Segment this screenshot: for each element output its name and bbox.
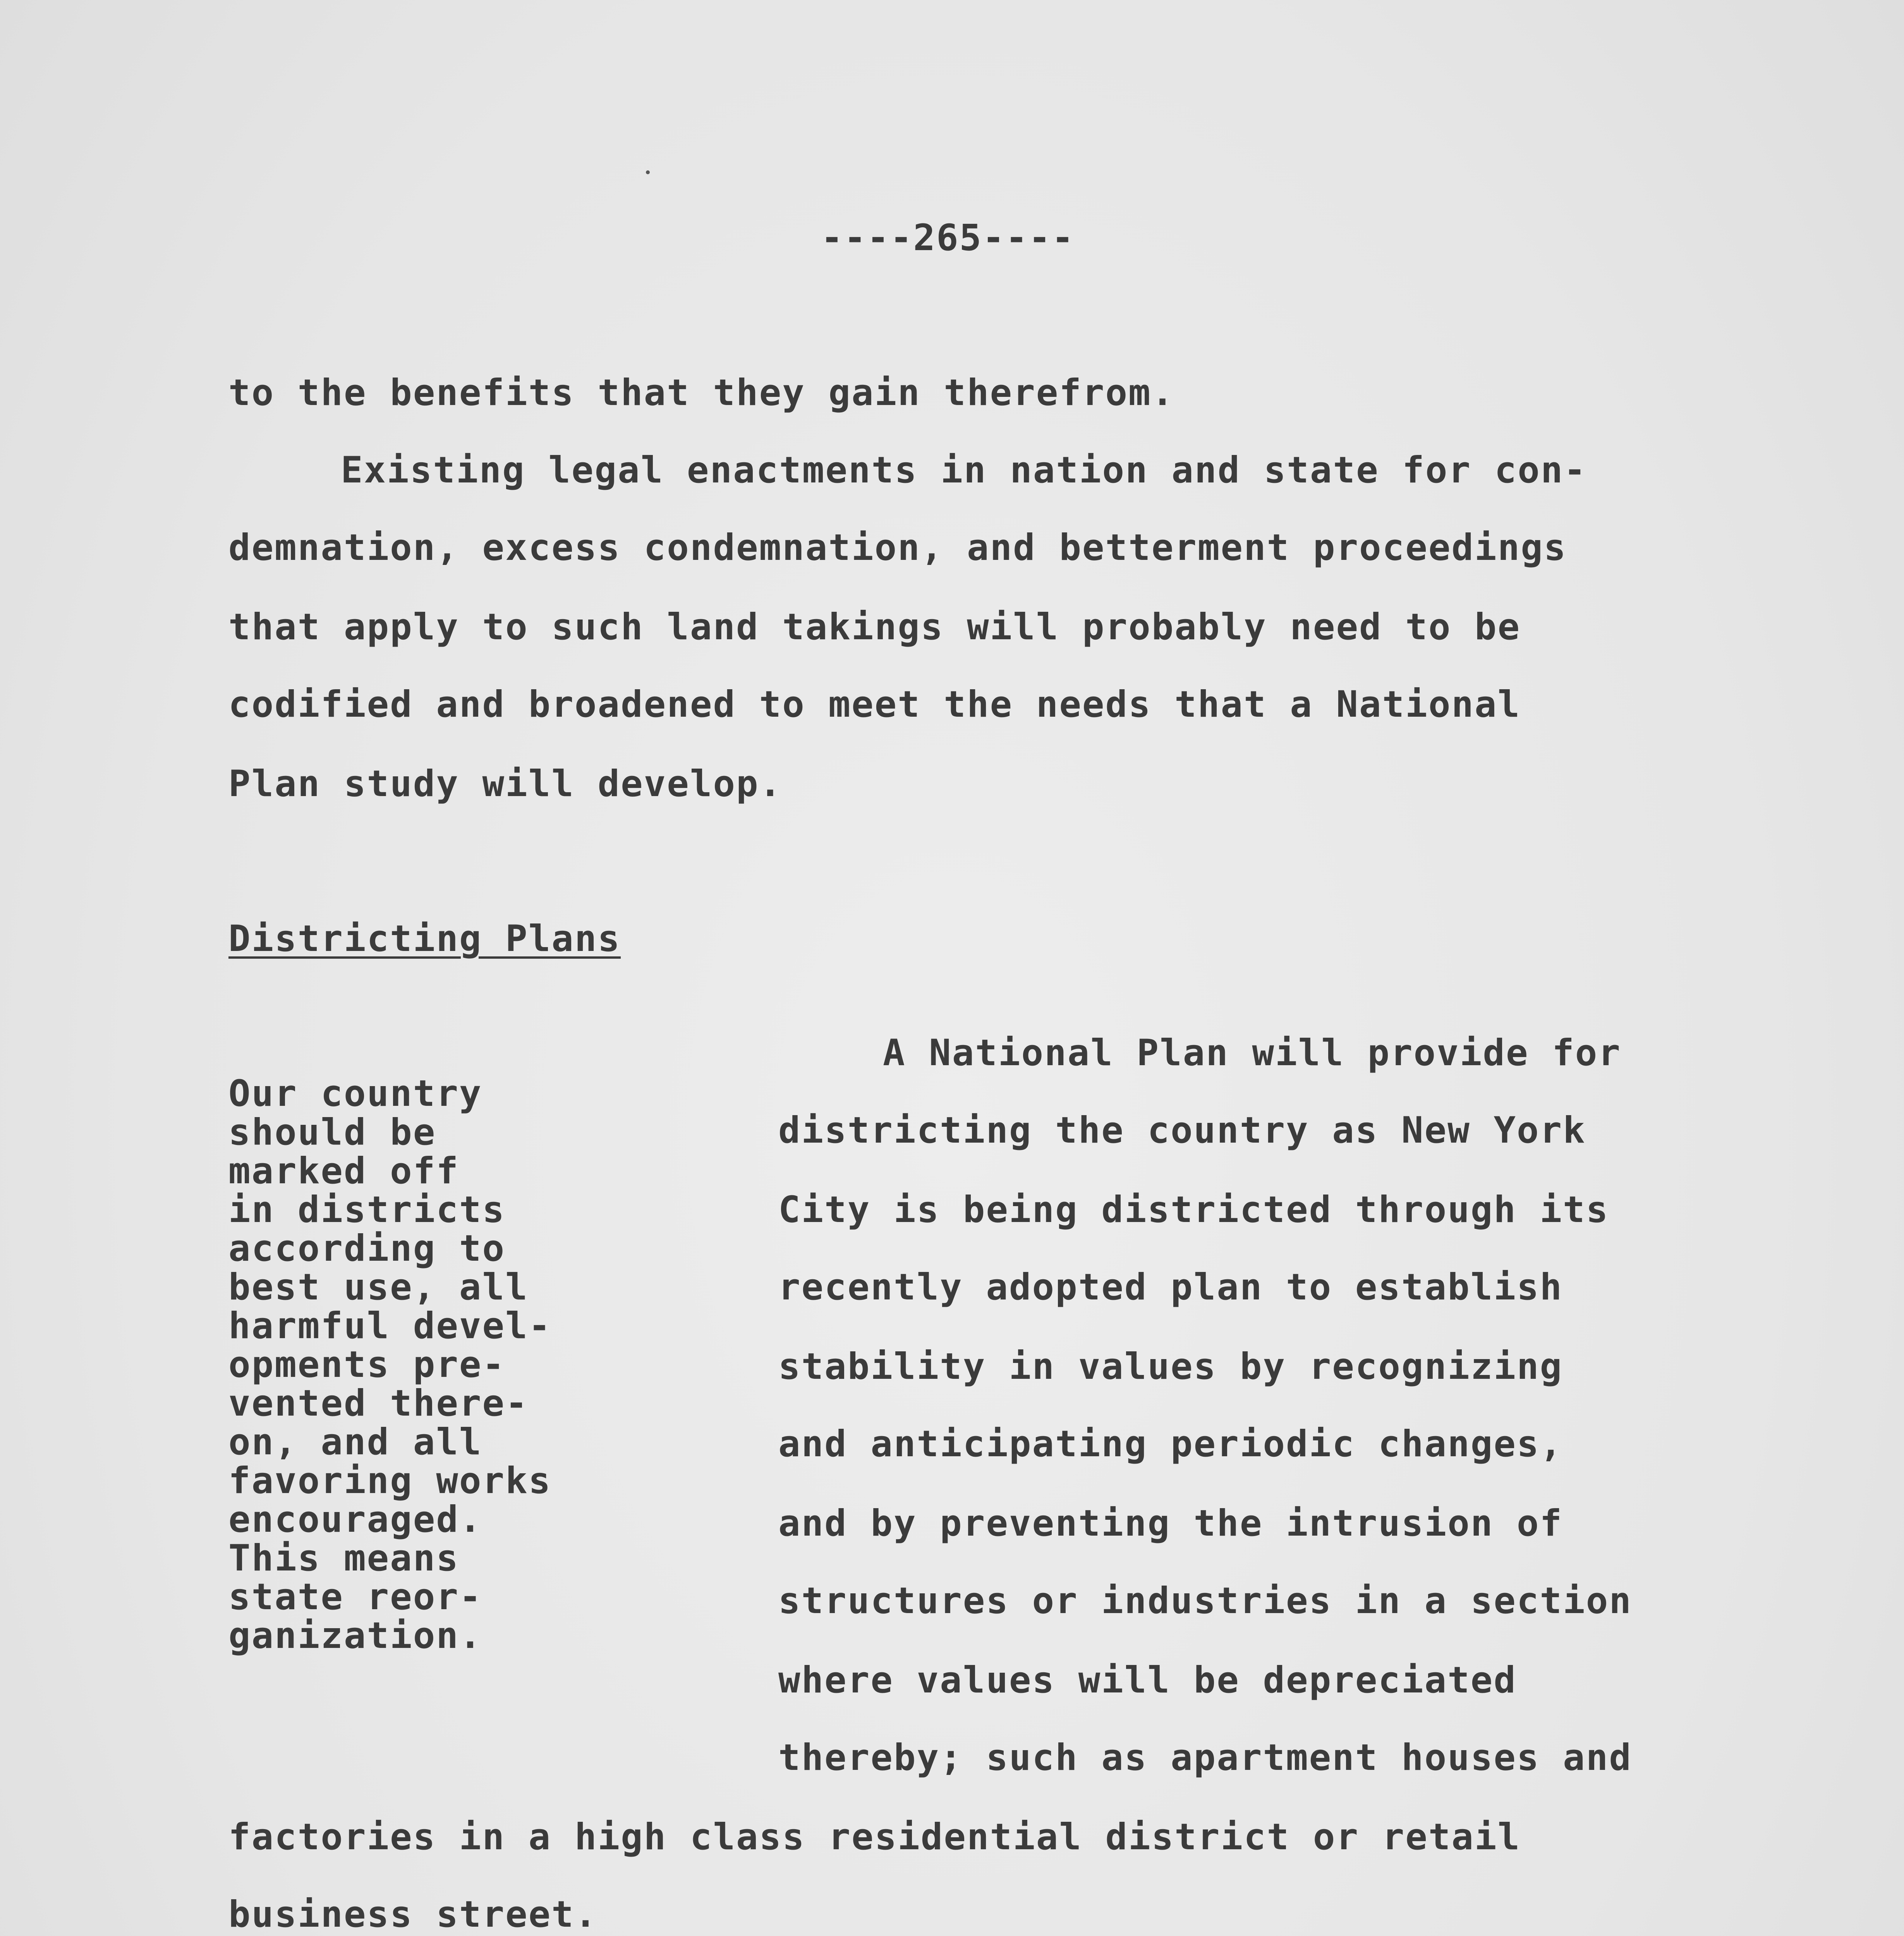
margin-note-line: state reor- — [228, 1576, 482, 1618]
margin-note-line: This means — [228, 1537, 459, 1579]
margin-note-line: ganization. — [228, 1615, 482, 1657]
body-line: Plan study will develop. — [228, 763, 783, 805]
body-line: factories in a high class residential district or retail — [228, 1816, 1521, 1858]
margin-note-line: harmful devel- — [228, 1305, 552, 1347]
margin-note-line: encouraged. — [228, 1498, 482, 1541]
column-line: structures or industries in a section — [778, 1580, 1632, 1622]
margin-note-line: Our country — [228, 1073, 482, 1115]
column-line: City is being districted through its — [778, 1189, 1609, 1231]
margin-note-line: on, and all — [228, 1421, 482, 1463]
body-line: to the benefits that they gain therefrom. — [228, 372, 1175, 414]
column-line: where values will be depreciated — [778, 1659, 1517, 1701]
margin-note-line: vented there- — [228, 1382, 529, 1425]
margin-note-line: best use, all — [228, 1266, 529, 1308]
body-line: Existing legal enactments in nation and state for con- — [341, 449, 1587, 491]
margin-note-line: marked off — [228, 1150, 459, 1192]
margin-note-line: favoring works — [228, 1460, 552, 1502]
body-line: codified and broadened to meet the needs that a National — [228, 683, 1521, 726]
column-line: and by preventing the intrusion of — [778, 1502, 1563, 1545]
column-line: thereby; such as apartment houses and — [778, 1737, 1632, 1779]
column-line: A National Plan will provide for — [883, 1032, 1621, 1074]
column-line: stability in values by recognizing — [778, 1346, 1563, 1388]
body-line: business street. — [228, 1893, 598, 1936]
body-line: that apply to such land takings will probably need to be — [228, 606, 1521, 648]
margin-note-line: opments pre- — [228, 1344, 506, 1386]
margin-note-line: according to — [228, 1227, 506, 1270]
column-line: and anticipating periodic changes, — [778, 1423, 1563, 1465]
column-line: recently adopted plan to establish — [778, 1266, 1563, 1308]
column-line: districting the country as New York — [778, 1109, 1586, 1152]
page-number: ----265---- — [821, 217, 1075, 259]
margin-note-line: in districts — [228, 1189, 506, 1231]
ink-speck — [646, 170, 650, 174]
margin-note-line: should be — [228, 1111, 436, 1153]
section-heading: Districting Plans — [228, 918, 621, 960]
body-line: demnation, excess condemnation, and betterment proceedings — [228, 527, 1567, 569]
